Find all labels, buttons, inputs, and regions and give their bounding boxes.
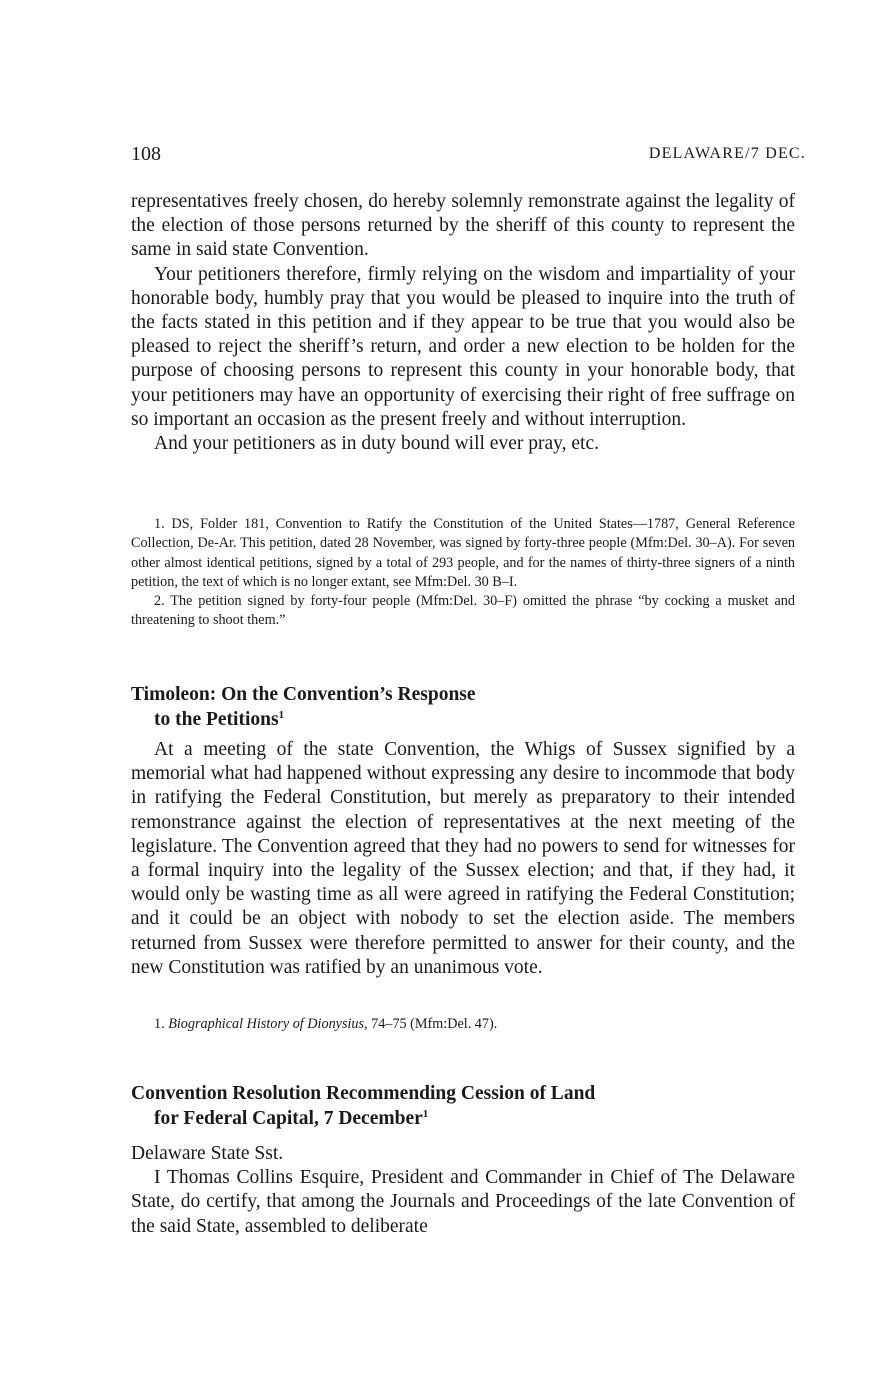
state-line: Delaware State Sst. <box>131 1143 284 1164</box>
section-heading-timoleon <box>131 682 795 732</box>
footnote <box>131 1015 795 1034</box>
petition-footnotes <box>131 515 795 631</box>
heading-line: Convention Resolution Recommending Cession of Land <box>131 1083 596 1104</box>
timoleon-paragraph: At a meeting of the state Convention, the Whigs of Sussex signified by a memorial what had happened without expressing any desire to incommode that body in ratifying the Federal Constitution, but merely as preparatory to their intended remonstrance against the election of representatives at the next meeting of the legislature. The Convention agreed that they had no powers to send for witnesses for a formal inquiry into the legality of the Sussex election; and that, if they had, it would only be wasting time as all were agreed in ratifying the Federal Constitution; and it could be an object with nobody to set the election aside. The members returned from Sussex were therefore permitted to answer for their county, and the new Constitution was ratified by an unanimous vote. <box>131 739 795 978</box>
resolution-text <box>131 1142 795 1239</box>
petition-text <box>131 190 795 456</box>
footnote-number: 1. <box>154 1016 165 1032</box>
heading-line: for Federal Capital, 7 December <box>154 1108 423 1129</box>
petition-paragraph: representatives freely chosen, do hereby solemnly remonstrate against the legality of the election of those persons returned by the sheriff of this county to represent the same in said state Convention. <box>131 191 795 261</box>
section-heading-resolution <box>131 1081 795 1131</box>
footnote-marker: 1 <box>422 1108 429 1120</box>
heading-line: Timoleon: On the Convention’s Response <box>131 684 476 705</box>
running-head: DELAWARE/7 DEC. <box>648 145 806 162</box>
timoleon-footnotes <box>131 1015 795 1034</box>
heading-line: to the Petitions <box>154 709 279 730</box>
footnote: 1. DS, Folder 181, Convention to Ratify the Constitution of the United States—1787, General Reference Collection, De-Ar. This petition, dated 28 November, was signed by forty-three people (Mfm:Del. 30–A). For seven other almost identical petitions, signed by a total of 293 people, and for the names of thirty-three signers of a ninth petition, the text of which is no longer extant, see Mfm:Del. 30 B–I. <box>131 516 795 590</box>
footnote-marker: 1 <box>278 709 285 721</box>
footnote-source-title: Biographical History of Dionysius, <box>168 1016 368 1032</box>
page-number: 108 <box>131 143 161 165</box>
footnote: 2. The petition signed by forty-four people (Mfm:Del. 30–F) omitted the phrase “by cocking a musket and threatening to shoot them.” <box>131 593 795 629</box>
timoleon-text <box>131 738 795 980</box>
petition-paragraph: Your petitioners therefore, firmly relying on the wisdom and impartiality of your honorable body, humbly pray that you would be pleased to inquire into the truth of the facts stated in this petition and if they appear to be true that you would also be pleased to reject the sheriff’s return, and order a new election to be holden for the purpose of choosing persons to represent this county in your honorable body, that your petitioners may have an opportunity of exercising their right of free suffrage on so important an occasion as the present freely and without interruption. <box>131 263 795 430</box>
resolution-paragraph: I Thomas Collins Esquire, President and Commander in Chief of The Delaware State, do certify, that among the Journals and Proceedings of the late Convention of the said State, assembled to deliberate <box>131 1167 795 1237</box>
footnote-citation: 74–75 (Mfm:Del. 47). <box>371 1016 498 1032</box>
page-header <box>131 143 806 173</box>
petition-closing: And your petitioners as in duty bound will ever pray, etc. <box>154 433 599 455</box>
